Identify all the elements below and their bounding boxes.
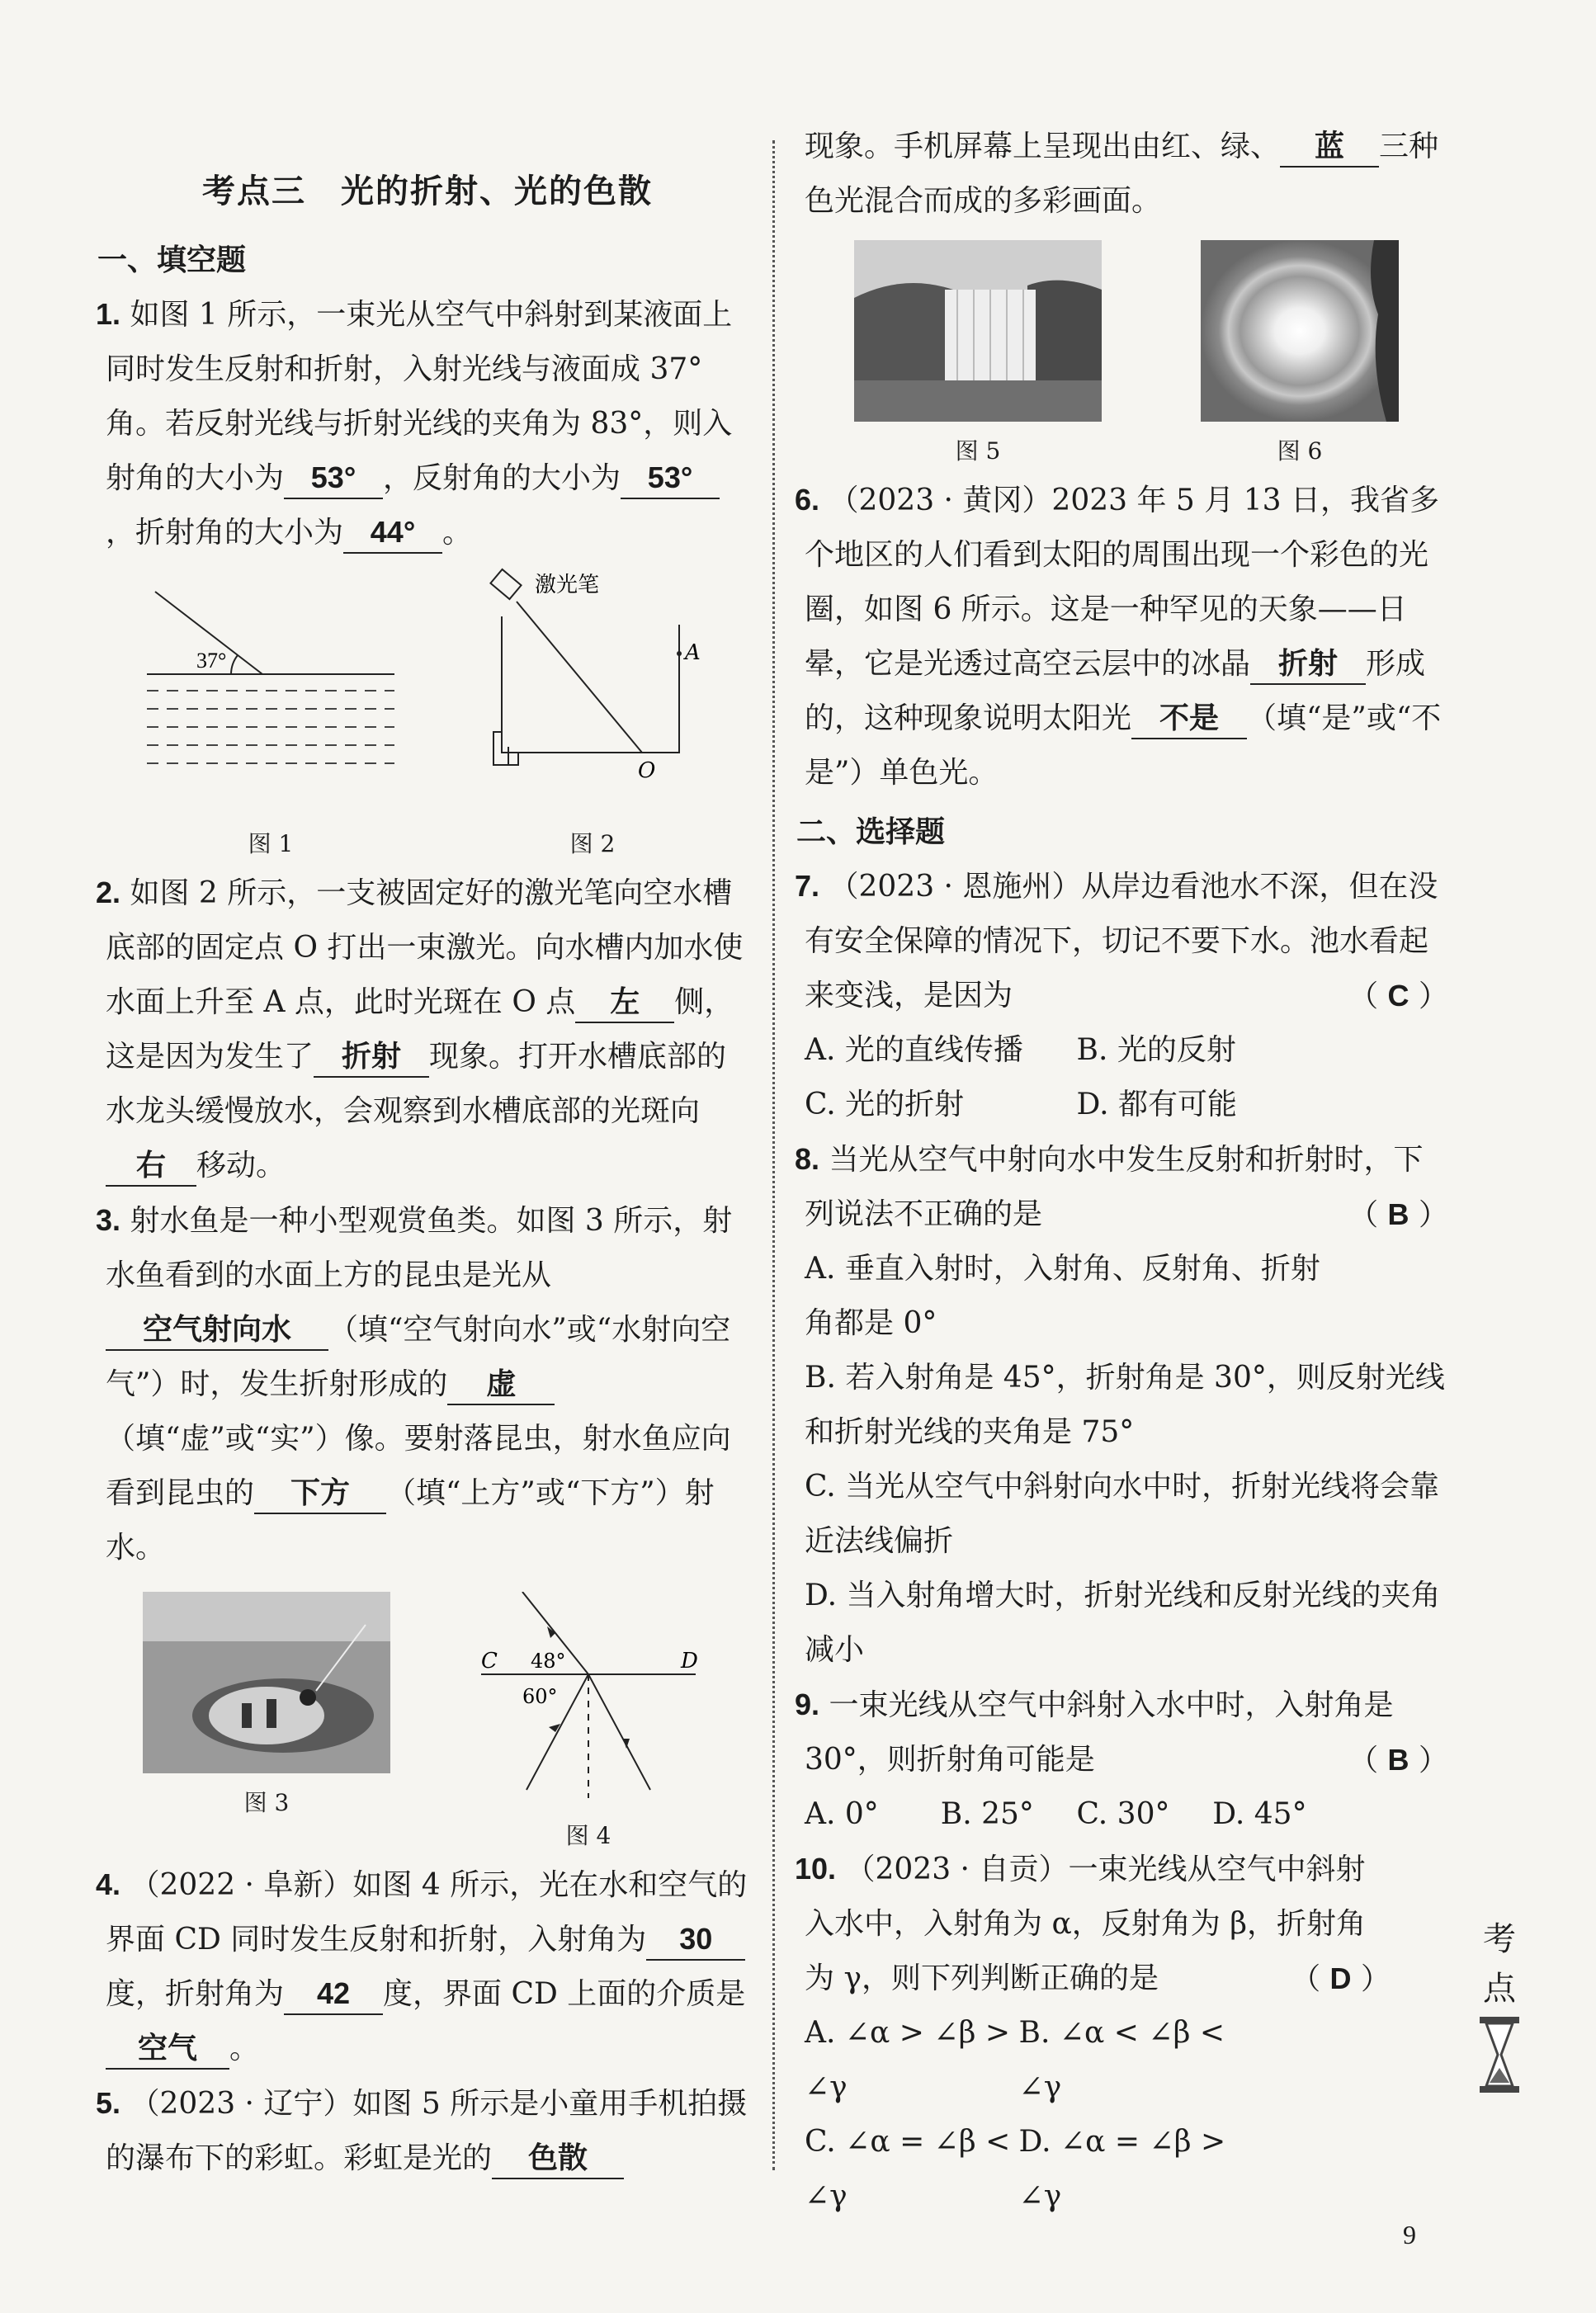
figure-caption: 图 1 — [248, 830, 294, 857]
option: A. 光的直线传播 — [805, 1033, 1023, 1067]
waterfall-photo — [854, 240, 1102, 422]
answer-blank: 42 — [284, 1974, 383, 2015]
figure-caption: 图 6 — [1277, 437, 1323, 465]
page-title: 考点三 光的折射、光的色散 — [202, 172, 653, 210]
question-5-continued: 现象。手机屏幕上呈现出由红、绿、 蓝 三种色光混合而成的多彩画面。 — [805, 120, 1448, 229]
laser-pen-label: 激光笔 — [535, 573, 600, 597]
figure-caption: 图 5 — [955, 437, 1001, 465]
figure-3 — [143, 1592, 390, 1818]
question-9: 9. 一束光线从空气中斜射入水中时，入射角是 30°，则折射角可能是 （ B ） — [805, 1678, 1448, 1787]
answer-paren: （ C ） — [1348, 979, 1448, 1013]
c-label: C — [481, 1649, 498, 1673]
point-a-label: A — [685, 640, 701, 665]
question-1: 1. 如图 1 所示，一束光从空气中斜射到某液面上同时发生反射和折射，入射光线与液面成 37°角。若反射光线与折射光线的夹角为 83°，则入射角的大小为 53° ，反射角的大小为 53°，折射角的大小为 44° 。 — [106, 287, 749, 560]
answer-blank: 空气射向水 — [106, 1310, 328, 1351]
option: B. 若入射角是 45°，折射角是 30°，则反射光线和折射光线的夹角是 75° — [805, 1361, 1445, 1449]
figure-row-5-6 — [805, 240, 1448, 466]
answer-blank: 折射 — [1250, 644, 1366, 685]
question-8: 8. 当光从空气中射向水中发生反射和折射时，下列说法不正确的是 （ B ） — [805, 1132, 1448, 1242]
answer-blank: 虚 — [447, 1364, 555, 1405]
figure-1 — [139, 567, 403, 859]
question-10-options — [805, 2006, 1291, 2224]
page-number: 9 — [1403, 2220, 1416, 2249]
d-label: D — [681, 1649, 698, 1673]
answer-blank: 53° — [621, 458, 720, 499]
figure-row-3-4 — [106, 1592, 749, 1851]
figure-row-1-2 — [106, 567, 749, 859]
option: D. 都有可能 — [1076, 1088, 1238, 1121]
question-3: 3. 射水鱼是一种小型观赏鱼类。如图 3 所示，射水鱼看到的水面上方的昆虫是光从空气射向水 （填“空气射向水”或“水射向空气”）时，发生折射形成的 虚（填“虚”或“实”）像。要射落昆虫，射水鱼应向看到昆虫的 下方 （填“上方”或“下方”）射水。 — [96, 1203, 733, 1565]
section-fill-heading: 一、填空题 — [97, 243, 247, 277]
answer-blank: 30 — [646, 1919, 745, 1961]
answer-blank: 色散 — [492, 2138, 624, 2179]
question-10: 10. （2023 · 自贡）一束光线从空气中斜射入水中，入射角为 α，反射角为 β，折射角为 γ，则下列判断正确的是 （ D ） — [805, 1842, 1448, 2006]
answer-blank: 折射 — [314, 1036, 429, 1078]
option: B. 25° — [940, 1797, 1034, 1831]
liquid-surface-diagram — [139, 567, 403, 814]
option: A. 0° — [805, 1797, 879, 1831]
reflection-refraction-diagram — [465, 1592, 712, 1806]
column-divider — [772, 140, 775, 2170]
question-2: 2. 如图 2 所示，一支被固定好的激光笔向空水槽底部的固定点 O 打出一束激光。向水槽内加水使水面上升至 A 点，此时光斑在 O 点 左 侧，这是因为发生了 折射 现象。打开水槽底部的水龙头缓慢放水，会观察到水槽底部的光斑向右 移动。 — [106, 866, 749, 1193]
question-6: 6. （2023 · 黄冈）2023 年 5 月 13 日，我省多个地区的人们看到太阳的周围出现一个彩色的光圈，如图 6 所示。这是一种罕见的天象——日晕，它是光透过高空云层中的冰晶 折射 形成的，这种现象说明太阳光 不是 （填“是”或“不是”）单色光。 — [795, 483, 1442, 790]
answer-paren: （ B ） — [1348, 1197, 1448, 1232]
question-9-options — [805, 1787, 1348, 1842]
sun-halo-photo — [1201, 240, 1399, 422]
option: D. 当入射角增大时，折射光线和反射光线的夹角减小 — [805, 1579, 1441, 1667]
figure-6 — [1201, 240, 1399, 466]
question-5: 5. （2023 · 辽宁）如图 5 所示是小童用手机拍摄的瀑布下的彩虹。彩虹是光的 色散 — [106, 2076, 749, 2186]
answer-choice: C — [1387, 979, 1409, 1013]
point-o-label: O — [638, 758, 656, 783]
angle-48-label: 48° — [531, 1650, 566, 1673]
figure-caption: 图 4 — [565, 1822, 611, 1849]
option: A. ∠α > ∠β > ∠γ — [805, 2016, 1010, 2104]
figure-4 — [465, 1592, 712, 1851]
option: B. 光的反射 — [1076, 1033, 1236, 1067]
angle-label: 37° — [196, 649, 227, 673]
answer-blank: 53° — [284, 458, 383, 499]
answer-blank: 蓝 — [1280, 126, 1379, 168]
question-7-options — [805, 1023, 1348, 1132]
answer-blank: 44° — [343, 512, 442, 554]
question-4: 4. （2022 · 阜新）如图 4 所示，光在水和空气的界面 CD 同时发生反射和折射，入射角为 30度，折射角为 42 度，界面 CD 上面的介质是空气 。 — [106, 1857, 749, 2076]
left-column — [96, 124, 749, 2186]
answer-blank: 空气 — [106, 2028, 229, 2070]
water-tank-diagram — [469, 567, 716, 814]
answer-paren: （ D ） — [1291, 1961, 1391, 1996]
answer-paren: （ B ） — [1348, 1743, 1448, 1777]
right-column — [795, 124, 1448, 2224]
figure-5 — [854, 240, 1102, 466]
answer-blank: 不是 — [1131, 698, 1247, 739]
figure-2 — [469, 567, 716, 859]
option: C. 30° — [1076, 1797, 1170, 1831]
figure-caption: 图 3 — [243, 1789, 290, 1816]
answer-choice: B — [1387, 1743, 1409, 1777]
question-7: 7. （2023 · 恩施州）从岸边看池水不深，但在没有安全保障的情况下，切记不要下水。池水看起来变浅，是因为 （ C ） — [805, 859, 1448, 1023]
option: A. 垂直入射时，入射角、反射角、折射角都是 0° — [805, 1252, 1320, 1340]
answer-blank: 左 — [575, 982, 674, 1023]
answer-blank: 下方 — [254, 1473, 386, 1514]
figure-caption: 图 2 — [569, 830, 616, 857]
side-tab: 考 点 — [1471, 1914, 1528, 2110]
option: D. ∠α = ∠β > ∠γ — [1018, 2125, 1226, 2213]
option: C. ∠α = ∠β < ∠γ — [805, 2125, 1011, 2213]
section-choice-heading: 二、选择题 — [796, 815, 946, 849]
option: C. 当光从空气中斜射向水中时，折射光线将会靠近法线偏折 — [805, 1470, 1440, 1558]
angle-60-label: 60° — [522, 1685, 558, 1708]
option: C. 光的折射 — [805, 1088, 965, 1121]
answer-choice: B — [1387, 1197, 1409, 1231]
archer-fish-photo — [143, 1592, 390, 1773]
hourglass-icon — [1476, 2013, 1523, 2096]
option: D. 45° — [1212, 1797, 1307, 1831]
option: B. ∠α < ∠β < ∠γ — [1018, 2016, 1225, 2104]
answer-blank: 右 — [106, 1145, 196, 1187]
answer-choice: D — [1329, 1961, 1352, 1995]
